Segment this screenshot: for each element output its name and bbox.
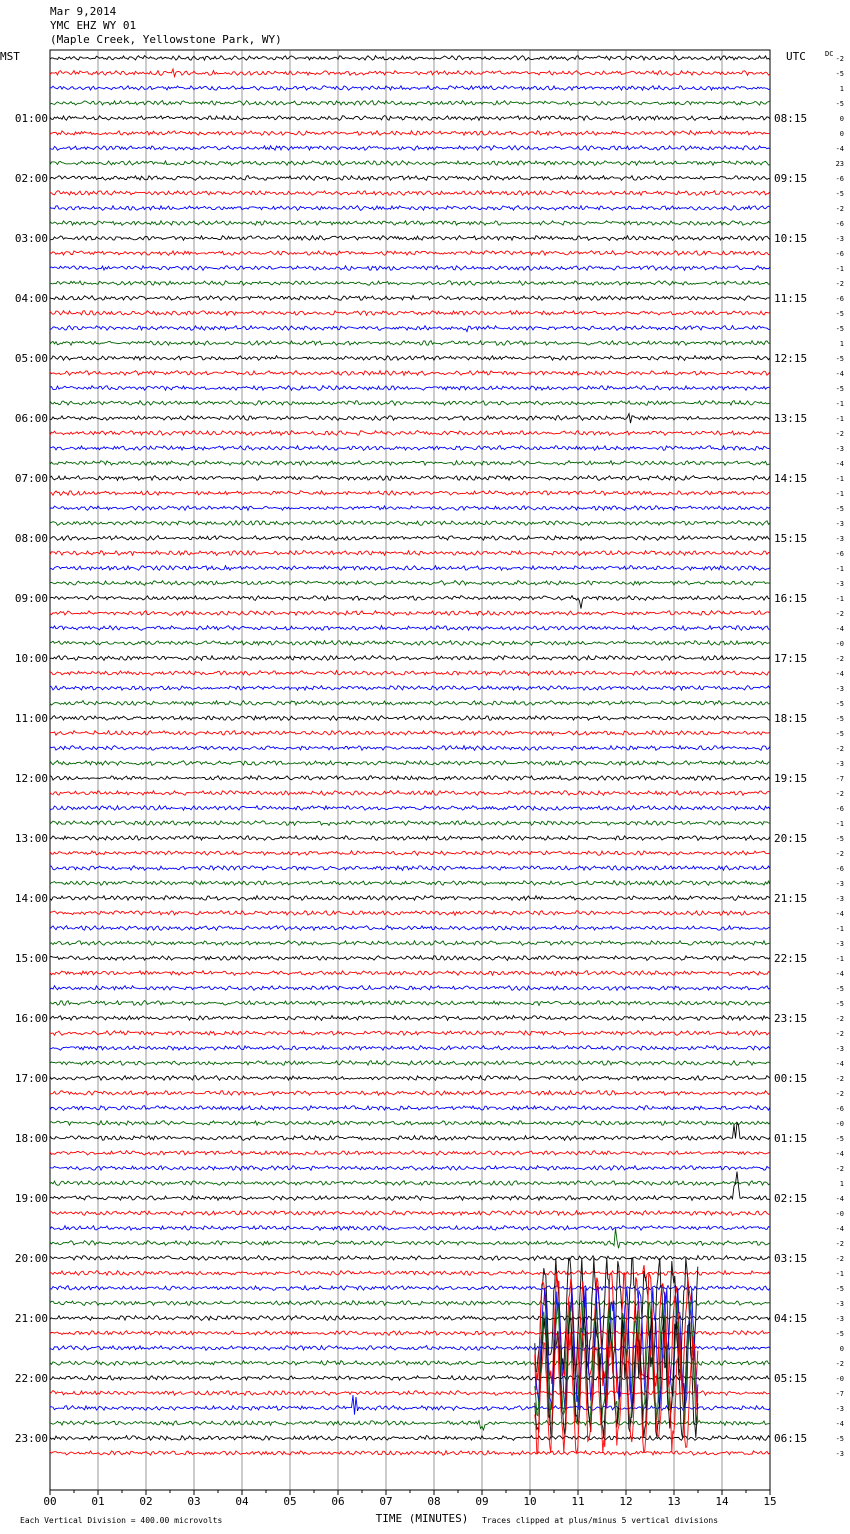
- left-hour-label-13:00: 13:00: [14, 832, 48, 845]
- dc-offset-74: -2: [835, 1165, 844, 1173]
- trace-14: [50, 266, 770, 271]
- dc-offset-51: -1: [835, 820, 844, 828]
- dc-offset-39: -0: [835, 640, 844, 648]
- left-hour-label-09:00: 09:00: [14, 592, 48, 605]
- dc-label: DC: [825, 50, 834, 58]
- trace-35: [50, 581, 770, 586]
- right-timezone-label: UTC: [786, 50, 806, 63]
- left-hour-label-21:00: 21:00: [14, 1312, 48, 1325]
- trace-66: [50, 1046, 770, 1051]
- trace-44: [50, 716, 770, 721]
- dc-offset-75: 1: [839, 1180, 844, 1188]
- x-tick-label-11: 11: [571, 1495, 585, 1508]
- dc-offset-26: -3: [835, 445, 844, 453]
- x-axis-title: TIME (MINUTES): [375, 1512, 469, 1525]
- right-hour-label-20:15: 20:15: [774, 832, 808, 845]
- dc-offset-40: -2: [835, 655, 844, 663]
- dc-offset-4: 0: [839, 115, 844, 123]
- trace-17: [50, 311, 770, 316]
- dc-offset-56: -3: [835, 895, 844, 903]
- trace-36: [50, 596, 770, 609]
- trace-81: [50, 1265, 770, 1281]
- trace-65: [50, 1031, 770, 1036]
- dc-offset-21: -4: [835, 370, 844, 378]
- dc-offset-70: -6: [835, 1105, 844, 1113]
- trace-74: [50, 1166, 770, 1171]
- dc-offset-49: -2: [835, 790, 844, 798]
- trace-54: [50, 866, 770, 871]
- right-hour-label-09:15: 09:15: [774, 172, 808, 185]
- trace-52: [50, 836, 770, 841]
- trace-46: [50, 746, 770, 751]
- dc-offset-6: -4: [835, 145, 844, 153]
- dc-offset-72: -5: [835, 1135, 844, 1143]
- x-tick-label-04: 04: [235, 1495, 249, 1508]
- dc-offset-10: -2: [835, 205, 844, 213]
- dc-offset-71: -0: [835, 1120, 844, 1128]
- right-hour-label-12:15: 12:15: [774, 352, 808, 365]
- dc-offset-48: -7: [835, 775, 844, 783]
- dc-offset-53: -2: [835, 850, 844, 858]
- trace-39: [50, 641, 770, 646]
- right-hour-label-03:15: 03:15: [774, 1252, 808, 1265]
- x-tick-label-06: 06: [331, 1495, 345, 1508]
- trace-34: [50, 566, 770, 571]
- trace-33: [50, 551, 770, 556]
- dc-offset-55: -3: [835, 880, 844, 888]
- left-hour-label-14:00: 14:00: [14, 892, 48, 905]
- x-tick-label-15: 15: [763, 1495, 777, 1508]
- dc-offset-65: -2: [835, 1030, 844, 1038]
- left-hour-label-16:00: 16:00: [14, 1012, 48, 1025]
- dc-offset-78: -4: [835, 1225, 844, 1233]
- dc-offset-69: -2: [835, 1090, 844, 1098]
- dc-offset-63: -5: [835, 1000, 844, 1008]
- trace-56: [50, 896, 770, 901]
- trace-9: [50, 191, 770, 196]
- right-hour-label-11:15: 11:15: [774, 292, 808, 305]
- trace-92: [50, 1436, 770, 1441]
- dc-offset-46: -2: [835, 745, 844, 753]
- dc-offset-50: -6: [835, 805, 844, 813]
- dc-offset-31: -3: [835, 520, 844, 528]
- dc-offset-86: 0: [839, 1345, 844, 1353]
- dc-offset-32: -3: [835, 535, 844, 543]
- dc-offset-54: -6: [835, 865, 844, 873]
- dc-offset-19: 1: [839, 340, 844, 348]
- dc-offset-35: -3: [835, 580, 844, 588]
- trace-25: [50, 431, 770, 436]
- dc-offset-8: -6: [835, 175, 844, 183]
- header-date: Mar 9,2014: [50, 5, 117, 18]
- trace-41: [50, 671, 770, 676]
- trace-76: [50, 1172, 770, 1201]
- x-tick-label-00: 00: [43, 1495, 57, 1508]
- dc-offset-73: -4: [835, 1150, 844, 1158]
- dc-offset-44: -5: [835, 715, 844, 723]
- trace-23: [50, 401, 770, 406]
- trace-20: [50, 356, 770, 361]
- dc-offset-80: -2: [835, 1255, 844, 1263]
- dc-offset-14: -1: [835, 265, 844, 273]
- right-hour-label-17:15: 17:15: [774, 652, 808, 665]
- dc-offset-91: -4: [835, 1420, 844, 1428]
- dc-offset-11: -6: [835, 220, 844, 228]
- x-tick-label-01: 01: [91, 1495, 105, 1508]
- right-hour-label-10:15: 10:15: [774, 232, 808, 245]
- trace-19: [50, 341, 770, 346]
- dc-offset-68: -2: [835, 1075, 844, 1083]
- trace-53: [50, 851, 770, 856]
- trace-18: [50, 326, 770, 332]
- left-hour-label-19:00: 19:00: [14, 1192, 48, 1205]
- trace-43: [50, 701, 770, 706]
- dc-offset-61: -4: [835, 970, 844, 978]
- trace-51: [50, 821, 770, 826]
- dc-offset-92: -5: [835, 1435, 844, 1443]
- trace-0: [50, 56, 770, 61]
- dc-offset-85: -5: [835, 1330, 844, 1338]
- dc-offset-29: -1: [835, 490, 844, 498]
- left-hour-label-08:00: 08:00: [14, 532, 48, 545]
- trace-55: [50, 881, 770, 886]
- trace-4: [50, 116, 770, 121]
- trace-32: [50, 536, 770, 541]
- dc-offset-88: -0: [835, 1375, 844, 1383]
- dc-offset-77: -0: [835, 1210, 844, 1218]
- dc-offset-24: -1: [835, 415, 844, 423]
- x-tick-label-10: 10: [523, 1495, 537, 1508]
- trace-71: [50, 1121, 770, 1126]
- left-hour-label-10:00: 10:00: [14, 652, 48, 665]
- dc-offset-41: -4: [835, 670, 844, 678]
- dc-offset-67: -4: [835, 1060, 844, 1068]
- x-tick-label-03: 03: [187, 1495, 201, 1508]
- dc-offset-16: -6: [835, 295, 844, 303]
- left-hour-label-23:00: 23:00: [14, 1432, 48, 1445]
- trace-49: [50, 791, 770, 796]
- dc-offset-27: -4: [835, 460, 844, 468]
- left-hour-labels: [15, 112, 48, 1445]
- trace-86: [50, 1346, 770, 1351]
- trace-50: [50, 806, 770, 811]
- seismic-traces: [50, 56, 770, 1456]
- header-station: YMC EHZ WY 01: [50, 19, 137, 32]
- dc-offset-0: -2: [835, 55, 844, 63]
- dc-offset-12: -3: [835, 235, 844, 243]
- dc-offset-76: -4: [835, 1195, 844, 1203]
- right-hour-label-05:15: 05:15: [774, 1372, 808, 1385]
- trace-77: [50, 1211, 770, 1216]
- trace-29: [50, 491, 770, 496]
- dc-offset-33: -6: [835, 550, 844, 558]
- dc-offset-60: -1: [835, 955, 844, 963]
- left-hour-label-07:00: 07:00: [14, 472, 48, 485]
- dc-offset-47: -3: [835, 760, 844, 768]
- x-axis: [43, 1490, 776, 1508]
- left-hour-label-17:00: 17:00: [14, 1072, 48, 1085]
- trace-63: [50, 1001, 770, 1006]
- trace-3: [50, 101, 770, 106]
- trace-2: [50, 86, 770, 91]
- trace-57: [50, 911, 770, 916]
- dc-offset-38: -4: [835, 625, 844, 633]
- trace-47: [50, 761, 770, 766]
- dc-offset-9: -5: [835, 190, 844, 198]
- x-tick-label-12: 12: [619, 1495, 633, 1508]
- dc-offset-87: -2: [835, 1360, 844, 1368]
- dc-offset-93: -3: [835, 1450, 844, 1458]
- left-hour-label-11:00: 11:00: [14, 712, 48, 725]
- dc-offset-1: -5: [835, 70, 844, 78]
- x-tick-label-13: 13: [667, 1495, 681, 1508]
- dc-offset-20: -5: [835, 355, 844, 363]
- trace-37: [50, 611, 770, 616]
- right-hour-label-02:15: 02:15: [774, 1192, 808, 1205]
- left-hour-label-03:00: 03:00: [14, 232, 48, 245]
- dc-offset-90: -3: [835, 1405, 844, 1413]
- dc-offset-57: -4: [835, 910, 844, 918]
- trace-24: [50, 414, 770, 424]
- trace-78: [50, 1226, 770, 1231]
- dc-offset-89: -7: [835, 1390, 844, 1398]
- trace-79: [50, 1228, 770, 1248]
- dc-offset-64: -2: [835, 1015, 844, 1023]
- right-hour-label-06:15: 06:15: [774, 1432, 808, 1445]
- trace-10: [50, 206, 770, 211]
- right-hour-label-00:15: 00:15: [774, 1072, 808, 1085]
- dc-offset-83: -3: [835, 1300, 844, 1308]
- left-hour-label-15:00: 15:00: [14, 952, 48, 965]
- trace-67: [50, 1061, 770, 1066]
- trace-70: [50, 1106, 770, 1111]
- right-hour-labels: [774, 112, 807, 1445]
- trace-30: [50, 506, 770, 511]
- trace-45: [50, 731, 770, 736]
- trace-1: [50, 69, 770, 77]
- trace-80: [50, 1256, 770, 1261]
- trace-27: [50, 461, 770, 466]
- trace-12: [50, 236, 770, 241]
- dc-offset-42: -3: [835, 685, 844, 693]
- trace-62: [50, 986, 770, 991]
- dc-offset-13: -6: [835, 250, 844, 258]
- dc-offset-37: -2: [835, 610, 844, 618]
- trace-38: [50, 626, 770, 631]
- x-tick-label-02: 02: [139, 1495, 153, 1508]
- trace-31: [50, 521, 770, 526]
- dc-offset-66: -3: [835, 1045, 844, 1053]
- right-hour-label-23:15: 23:15: [774, 1012, 808, 1025]
- trace-91: [50, 1421, 770, 1430]
- x-tick-label-05: 05: [283, 1495, 297, 1508]
- left-hour-label-06:00: 06:00: [14, 412, 48, 425]
- right-hour-label-15:15: 15:15: [774, 532, 808, 545]
- dc-offset-59: -3: [835, 940, 844, 948]
- trace-7: [50, 161, 770, 166]
- x-tick-label-09: 09: [475, 1495, 489, 1508]
- dc-offset-43: -5: [835, 700, 844, 708]
- dc-offset-labels: [836, 55, 844, 1458]
- trace-64: [50, 1016, 770, 1021]
- dc-offset-7: 23: [835, 160, 844, 168]
- left-hour-label-04:00: 04:00: [14, 292, 48, 305]
- trace-48: [50, 776, 770, 781]
- right-hour-label-13:15: 13:15: [774, 412, 808, 425]
- dc-offset-84: -3: [835, 1315, 844, 1323]
- trace-11: [50, 221, 770, 226]
- trace-69: [50, 1091, 770, 1096]
- footer-clip: Traces clipped at plus/minus 5 vertical divisions: [482, 1516, 719, 1525]
- trace-68: [50, 1076, 770, 1081]
- dc-offset-79: -2: [835, 1240, 844, 1248]
- dc-offset-5: 0: [839, 130, 844, 138]
- left-hour-label-01:00: 01:00: [14, 112, 48, 125]
- dc-offset-23: -1: [835, 400, 844, 408]
- trace-28: [50, 476, 770, 481]
- dc-offset-18: -5: [835, 325, 844, 333]
- trace-59: [50, 941, 770, 946]
- dc-offset-45: -5: [835, 730, 844, 738]
- left-hour-label-18:00: 18:00: [14, 1132, 48, 1145]
- dc-offset-30: -5: [835, 505, 844, 513]
- dc-offset-15: -2: [835, 280, 844, 288]
- left-hour-label-20:00: 20:00: [14, 1252, 48, 1265]
- right-hour-label-01:15: 01:15: [774, 1132, 808, 1145]
- left-timezone-label: MST: [0, 50, 20, 63]
- left-hour-label-12:00: 12:00: [14, 772, 48, 785]
- trace-93: [50, 1451, 770, 1456]
- trace-15: [50, 281, 770, 286]
- trace-21: [50, 371, 770, 376]
- trace-60: [50, 956, 770, 961]
- trace-13: [50, 251, 770, 256]
- trace-40: [50, 656, 770, 661]
- dc-offset-22: -5: [835, 385, 844, 393]
- right-hour-label-16:15: 16:15: [774, 592, 808, 605]
- right-hour-label-04:15: 04:15: [774, 1312, 808, 1325]
- dc-offset-28: -1: [835, 475, 844, 483]
- trace-61: [50, 971, 770, 976]
- trace-58: [50, 926, 770, 931]
- dc-offset-62: -5: [835, 985, 844, 993]
- dc-offset-36: -1: [835, 595, 844, 603]
- trace-73: [50, 1151, 770, 1156]
- dc-offset-17: -5: [835, 310, 844, 318]
- x-tick-label-14: 14: [715, 1495, 729, 1508]
- trace-22: [50, 386, 770, 391]
- trace-8: [50, 176, 770, 181]
- dc-offset-2: 1: [839, 85, 844, 93]
- right-hour-label-14:15: 14:15: [774, 472, 808, 485]
- trace-42: [50, 686, 770, 691]
- right-hour-label-19:15: 19:15: [774, 772, 808, 785]
- left-hour-label-02:00: 02:00: [14, 172, 48, 185]
- x-tick-label-07: 07: [379, 1495, 393, 1508]
- dc-offset-58: -1: [835, 925, 844, 933]
- left-hour-label-05:00: 05:00: [14, 352, 48, 365]
- dc-offset-34: -1: [835, 565, 844, 573]
- dc-offset-25: -2: [835, 430, 844, 438]
- right-hour-label-18:15: 18:15: [774, 712, 808, 725]
- dc-offset-3: -5: [835, 100, 844, 108]
- trace-16: [50, 296, 770, 301]
- dc-offset-52: -5: [835, 835, 844, 843]
- right-hour-label-22:15: 22:15: [774, 952, 808, 965]
- right-hour-label-21:15: 21:15: [774, 892, 808, 905]
- x-tick-label-08: 08: [427, 1495, 441, 1508]
- right-hour-label-08:15: 08:15: [774, 112, 808, 125]
- dc-offset-82: -5: [835, 1285, 844, 1293]
- dc-offset-81: -1: [835, 1270, 844, 1278]
- left-hour-label-22:00: 22:00: [14, 1372, 48, 1385]
- trace-6: [50, 146, 770, 151]
- trace-26: [50, 446, 770, 451]
- trace-5: [50, 131, 770, 136]
- footer-scale: Each Vertical Division = 400.00 microvolts: [20, 1516, 223, 1525]
- trace-75: [50, 1181, 770, 1186]
- header-location: (Maple Creek, Yellowstone Park, WY): [50, 33, 282, 46]
